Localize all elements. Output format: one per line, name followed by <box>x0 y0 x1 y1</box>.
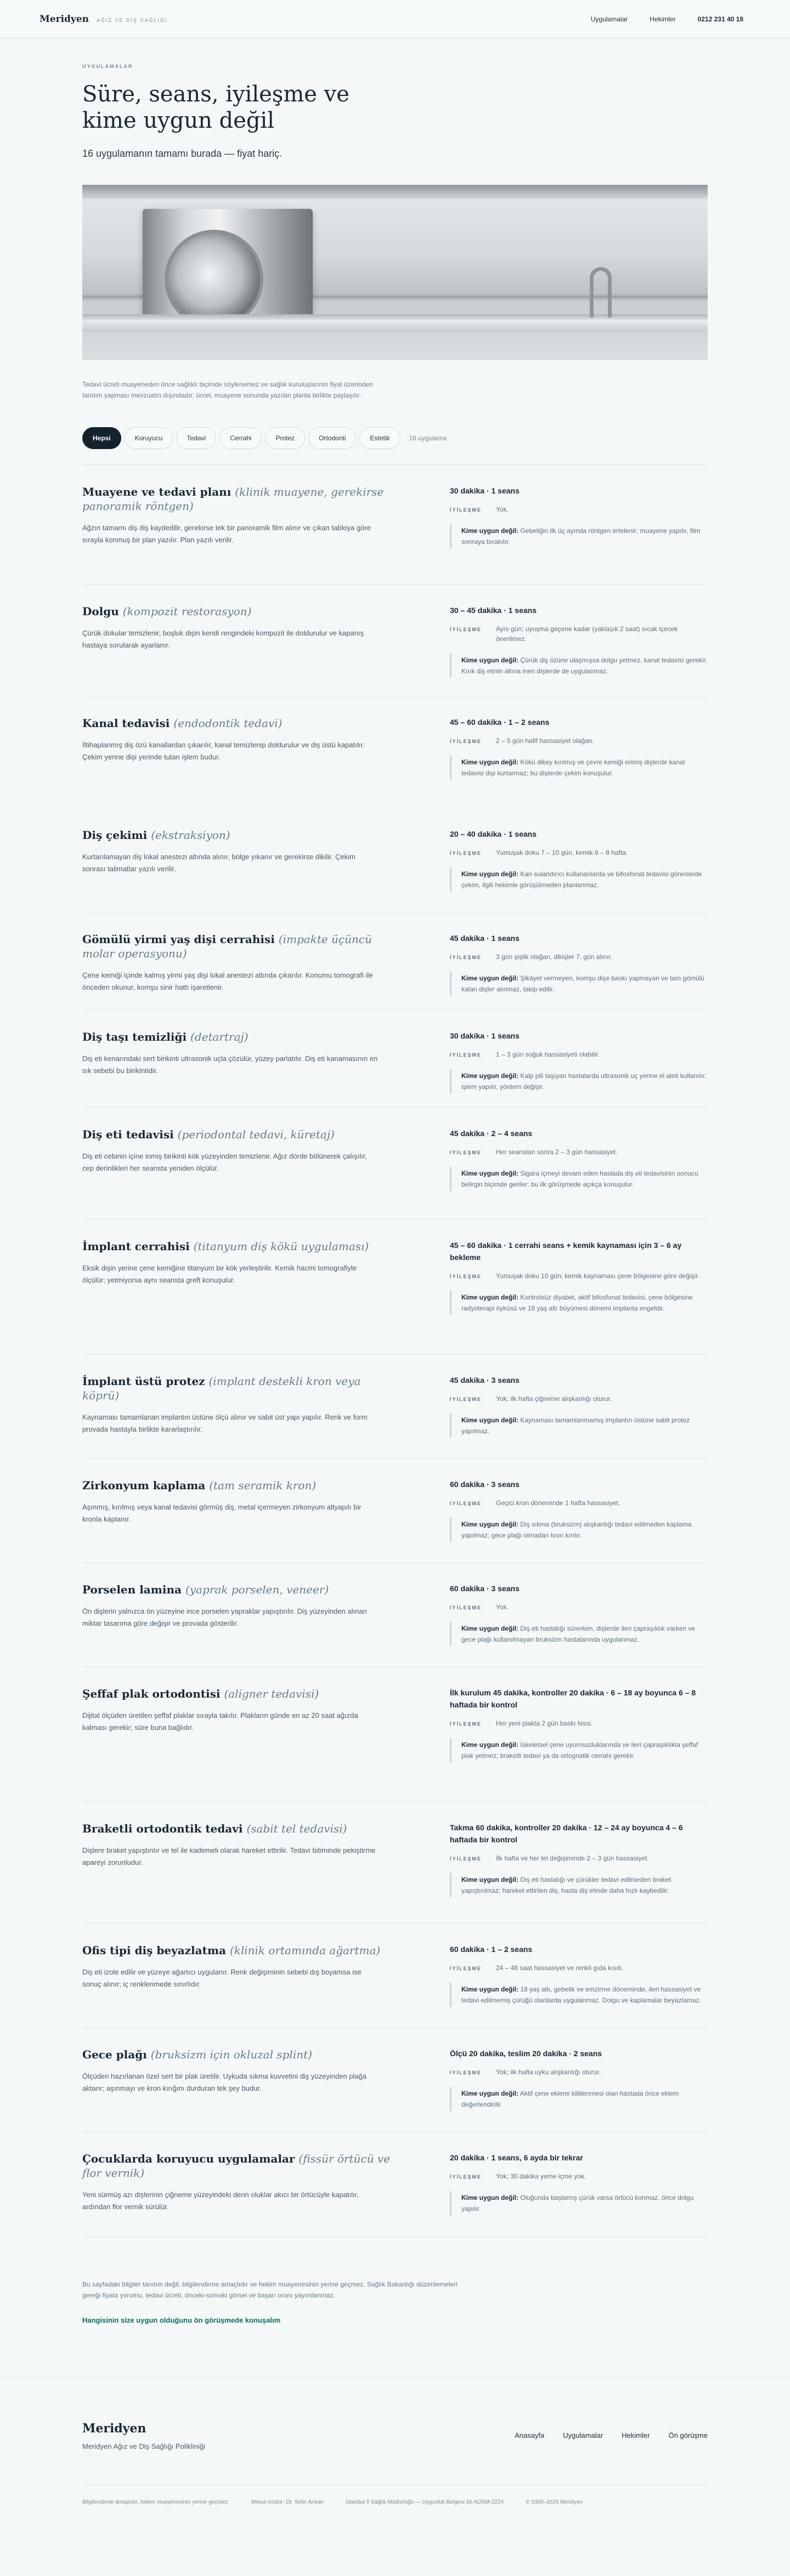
service-facts <box>450 485 708 584</box>
not-suitable-note <box>450 1167 708 1191</box>
service-recovery <box>450 2067 708 2077</box>
recovery-label: İYİLEŞME <box>450 627 482 632</box>
service-info <box>82 1943 400 2027</box>
service-duration: 20 dakika · 1 seans, 6 ayda bir tekrar <box>450 2153 583 2162</box>
service-alt-name: (detartraj) <box>190 1030 249 1043</box>
service-facts <box>450 1478 708 1562</box>
main-nav <box>591 15 743 23</box>
footer-license: İstanbul İl Sağlık Müdürlüğü — Uygunluk Belgesi 34-ADSM-2224 <box>346 2499 504 2505</box>
not-suitable-label: Kime uygun değil: <box>461 1876 519 1883</box>
not-suitable-label: Kime uygun değil: <box>461 1985 519 1993</box>
service-facts <box>450 716 708 808</box>
recovery-text: Geçici kron döneminde 1 hafta hassasiyet. <box>496 1499 620 1507</box>
recovery-label: İYİLEŞME <box>450 2174 482 2180</box>
recovery-label: İYİLEŞME <box>450 739 482 744</box>
not-suitable-text: Kaynaması tamamlanmamış implantın üstüne sabit protez yapılmaz. <box>461 1416 690 1435</box>
service-info <box>82 716 400 808</box>
recovery-label: İYİLEŞME <box>450 1605 482 1610</box>
service-description: İltihaplanmış diş özü kanallardan çıkarılır, kanal temizlenip doldurulur ve diş üstü kapatılır. Çekim yerine dişi yerinde tutan işlem budur. <box>82 741 365 761</box>
service-title <box>82 1822 400 1836</box>
service-item <box>82 1563 708 1667</box>
recovery-label: İYİLEŞME <box>450 2070 482 2075</box>
not-suitable-text: İskeletsel çene uyumsuzluklarında ve ileri çapraşıklıkta şeffaf plak yetmez; braketli tedavi ya da ortognatik cerrahi gerekir. <box>461 1741 698 1760</box>
service-description: Diş eti izole edilir ve yüzeye ağartıcı uygulanır. Renk değişiminin sebebi dış boyamsa ise sonuç alınır; iç renklenmede sınırlıdır. <box>82 1968 362 1988</box>
footer-note: Bilgilendirme amaçlıdır, hekim muayenesinin yerine geçmez. <box>82 2499 229 2505</box>
not-suitable-note <box>450 1873 708 1897</box>
service-facts <box>450 2047 708 2131</box>
not-suitable-note <box>450 1738 708 1762</box>
service-description: Yeni sürmüş azı dişlerinin çiğneme yüzeyindeki derin oluklar akıcı bir örtücüyle kapatılır, ardından flor vernik sürülür. <box>82 2191 359 2211</box>
service-description: Aşınmış, kırılmış veya kanal tedavisi görmüş diş, metal içermeyen zirkonyum altyapılı bir kronla kaplanır. <box>82 1503 362 1523</box>
filter-cerrahi[interactable]: Cerrahi <box>219 427 262 449</box>
brand[interactable] <box>40 14 168 25</box>
not-suitable-note <box>450 2191 708 2215</box>
service-info <box>82 1239 400 1354</box>
not-suitable-label: Kime uygun değil: <box>461 1293 519 1301</box>
service-duration: Ölçü 20 dakika, teslim 20 dakika · 2 seans <box>450 2049 602 2058</box>
recovery-label: İYİLEŞME <box>450 1721 482 1727</box>
recovery-text: Yok. <box>496 1603 509 1611</box>
service-recovery <box>450 736 708 746</box>
service-title <box>82 1030 400 1044</box>
service-name: Dolgu <box>82 605 119 618</box>
recovery-text: Yumuşak doku 10 gün; kemik kaynaması çene bölgesine göre değişir. <box>496 1272 699 1280</box>
not-suitable-note <box>450 1414 708 1438</box>
brand-tagline: AĞIZ VE DİŞ SAĞLIĞI <box>97 17 168 23</box>
service-title <box>82 1374 400 1403</box>
footer-nav-uygulamalar[interactable]: Uygulamalar <box>563 2431 603 2439</box>
service-description: Kaynaması tamamlanan implantın üstüne ölçü alınır ve sabit üst yapı yapılır. Renk ve form provada hastayla birlikte kararlaştırılır. <box>82 1413 368 1433</box>
photo-counter <box>82 314 708 332</box>
not-suitable-label: Kime uygun değil: <box>461 758 519 766</box>
not-suitable-label: Kime uygun değil: <box>461 1625 519 1632</box>
service-facts <box>450 2152 708 2237</box>
service-facts <box>450 828 708 912</box>
category-filters <box>82 427 708 465</box>
not-suitable-note <box>450 867 708 892</box>
page-title: Süre, seans, iyileşme ve kime uygun değil <box>82 82 349 133</box>
recovery-label: İYİLEŞME <box>450 1856 482 1862</box>
recovery-label: İYİLEŞME <box>450 1150 482 1155</box>
service-title <box>82 2152 400 2180</box>
recovery-text: Yok; ilk hafta uyku alışkanlığı oturur. <box>496 2068 601 2076</box>
recovery-text: Yok; 30 dakika yeme içme yok. <box>496 2172 586 2180</box>
recovery-text: İlk hafta ve her tel değişiminde 2 – 3 gün hassasiyet. <box>496 1854 649 1862</box>
service-name: Diş eti tedavisi <box>82 1128 174 1141</box>
recovery-text: 3 gün şişlik olağan, dikişler 7. gün alınır. <box>496 953 613 961</box>
not-suitable-note <box>450 972 708 996</box>
service-info <box>82 485 400 584</box>
disclaimer: Bu sayfadaki bilgiler tanıtım değil, bilgilendirme amaçlıdır ve hekim muayenesinin yerine geçmez. Sağlık Bakanlığı düzenlemeleri gereği fiyata yorumu, tedavi ücreti, önceki-sonraki görsel ve başarı oranı yayımlanmaz. <box>82 2280 458 2299</box>
service-name: Kanal tedavisi <box>82 717 170 730</box>
recovery-text: Her seanstan sonra 2 – 3 gün hassasiyet. <box>496 1148 618 1156</box>
service-alt-name: (aligner tedavisi) <box>224 1687 319 1700</box>
service-title <box>82 828 400 842</box>
not-suitable-text: 18 yaş altı, gebelik ve emzirme döneminde, ileri hassasiyet ve tedavi edilmemiş çürüğü olanlarda uygulanmaz. Dolgu ve kaplamalar beyazlamaz. <box>461 1985 701 2004</box>
footer-director: Mesul müdür: Dt. Selin Arıkan <box>251 2499 324 2505</box>
service-name: Muayene ve tedavi planı <box>82 485 232 498</box>
recovery-label: İYİLEŞME <box>450 1501 482 1506</box>
service-item <box>82 1108 708 1219</box>
service-item <box>82 1667 708 1802</box>
consultation-link[interactable]: Hangisinin size uygun olduğunu ön görüşmede konuşalım <box>82 2316 281 2324</box>
footer-copyright: © 2000–2026 Meridyen <box>526 2499 583 2505</box>
not-suitable-text: Şikâyet vermeyen, komşu dişe baskı yapmayan ve tam gömülü kalan dişler alınmaz, takip edilir. <box>461 974 704 993</box>
service-title <box>82 604 400 619</box>
not-suitable-label: Kime uygun değil: <box>461 656 519 664</box>
service-name: İmplant üstü protez <box>82 1375 205 1388</box>
service-item <box>82 696 708 808</box>
service-info <box>82 1030 400 1107</box>
not-suitable-text: Diş eti hastalığı sürerken, dişlerde ileri çapraşıklık varken ve gece plağı kullanılmayan bruksizm hastalarında uygulanmaz. <box>461 1625 696 1643</box>
service-item <box>82 1010 708 1108</box>
service-facts <box>450 1127 708 1219</box>
service-info <box>82 2047 400 2131</box>
service-title <box>82 1582 400 1597</box>
footer-nav <box>515 2431 708 2439</box>
service-info <box>82 1478 400 1562</box>
service-name: Gece plağı <box>82 2048 147 2061</box>
service-alt-name: (klinik ortamında ağartma) <box>229 1944 381 1957</box>
site-header <box>0 0 790 38</box>
service-facts <box>450 1030 708 1107</box>
not-suitable-label: Kime uygun değil: <box>461 527 519 535</box>
site-footer <box>0 2377 790 2535</box>
filter-ortodonti[interactable]: Ortodonti <box>308 427 356 449</box>
service-duration: 60 dakika · 1 – 2 seans <box>450 1945 533 1954</box>
brand-name[interactable]: Meridyen <box>40 13 89 25</box>
footer-nav-on-gorusme[interactable]: Ön görüşme <box>668 2431 708 2439</box>
not-suitable-text: Gebeliğin ilk üç ayında röntgen ertelenir; muayene yapılır, film sonraya bırakılır. <box>461 527 701 546</box>
recovery-text: Yok; ilk hafta çiğneme alışkanlığı oturur. <box>496 1395 612 1403</box>
service-duration: 30 dakika · 1 seans <box>450 486 520 495</box>
not-suitable-label: Kime uygun değil: <box>461 974 519 982</box>
recovery-label: İYİLEŞME <box>450 507 482 513</box>
not-suitable-text: Kökü dikey kırılmış ve çevre kemiği erimiş dişlerde kanal tedavisi dişi kurtarmaz; bu dişlerde çekim konuşulur. <box>461 758 685 777</box>
service-recovery <box>450 624 708 644</box>
not-suitable-text: Diş eti hastalığı ve çürükler tedavi edilmeden braket yapıştırılmaz; hareket ettirilen diş, hasta diş etinde daha hızlı kaybedilir. <box>461 1876 672 1894</box>
service-facts <box>450 1239 708 1354</box>
service-item <box>82 1924 708 2028</box>
service-duration: İlk kurulum 45 dakika, kontroller 20 dakika · 6 – 18 ay boyunca 6 – 8 haftada bir kontrol <box>450 1688 696 1709</box>
recovery-label: İYİLEŞME <box>450 1274 482 1279</box>
service-recovery <box>450 1147 708 1157</box>
not-suitable-label: Kime uygun değil: <box>461 870 519 878</box>
service-info <box>82 1127 400 1219</box>
service-alt-name: (tam seramik kron) <box>209 1479 317 1492</box>
footer-legal <box>82 2484 708 2505</box>
not-suitable-note <box>450 524 708 548</box>
service-recovery <box>450 1271 708 1281</box>
not-suitable-note <box>450 1069 708 1093</box>
service-recovery <box>450 2171 708 2181</box>
not-suitable-note <box>450 2087 708 2111</box>
service-duration: 60 dakika · 3 seans <box>450 1584 520 1593</box>
service-name: Ofis tipi diş beyazlatma <box>82 1944 226 1957</box>
service-alt-name: (sabit tel tedavisi) <box>246 1822 347 1835</box>
service-item <box>82 585 708 696</box>
service-description: Çürük dokular temizlenir, boşluk dişin kendi rengindeki kompozit ile doldurulur ve kapanış hastaya sorularak ayarlanır. <box>82 629 364 649</box>
clinic-sterilizer-photo <box>82 185 708 360</box>
service-info <box>82 1822 400 1923</box>
service-name: Porselen lamina <box>82 1583 182 1596</box>
main-content <box>0 38 790 2325</box>
service-info <box>82 604 400 696</box>
nav-phone[interactable]: 0212 231 40 18 <box>697 15 743 23</box>
footer-subtitle: Meridyen Ağız ve Diş Sağlığı Polikliniği <box>82 2442 205 2450</box>
recovery-label: İYİLEŞME <box>450 955 482 960</box>
photo-faucet <box>590 267 612 317</box>
service-description: Dişlere braket yapıştırılır ve tel ile kademeli olarak hareket ettirilir. Tedavi bitiminde pekiştirme apareyi zorunludur. <box>82 1846 376 1866</box>
photo-autoclave-door <box>165 230 263 328</box>
service-item <box>82 465 708 585</box>
not-suitable-text: Diş sıkma (bruksizm) alışkanlığı tedavi edilmeden kaplama yapılmaz; gece plağı olmadan kron kırılır. <box>461 1520 692 1539</box>
service-info <box>82 1582 400 1666</box>
service-name: Gömülü yirmi yaş dişi cerrahisi <box>82 933 275 946</box>
not-suitable-label: Kime uygun değil: <box>461 1072 519 1080</box>
service-alt-name: (endodontik tedavi) <box>173 717 283 730</box>
service-title <box>82 2047 400 2062</box>
not-suitable-label: Kime uygun değil: <box>461 1416 519 1424</box>
footer-brand[interactable]: Meridyen <box>82 2421 146 2436</box>
filter-koruyucu[interactable]: Koruyucu <box>125 427 173 449</box>
not-suitable-note <box>450 1518 708 1542</box>
service-recovery <box>450 1498 708 1508</box>
service-title <box>82 1478 400 1493</box>
service-description: Ön dişlerin yalnızca ön yüzeyine ince porselen yapraklar yapıştırılır. Diş yüzeyinden alınan miktar tasarıma göre değişir ve provada gösterilir. <box>82 1607 367 1627</box>
eyebrow: UYGULAMALAR <box>82 64 133 69</box>
service-name: Zirkonyum kaplama <box>82 1479 206 1492</box>
service-info <box>82 1687 400 1801</box>
nav-uygulamalar[interactable]: Uygulamalar <box>590 15 628 23</box>
service-name: Şeffaf plak ortodontisi <box>82 1687 221 1700</box>
not-suitable-label: Kime uygun değil: <box>461 1170 519 1177</box>
service-title <box>82 1239 400 1253</box>
not-suitable-label: Kime uygun değil: <box>461 1741 519 1749</box>
service-alt-name: (periodontal tedavi, küretaj) <box>177 1128 335 1141</box>
service-description: Diş eti kenarındaki sert birikinti ultrasonik uçla çözülür, yüzey parlatılır. Diş eti kanamasının en sık sebebi bu birikintidir. <box>82 1054 378 1075</box>
not-suitable-text: Oluğunda başlamış çürük varsa örtücü konmaz, önce dolgu yapılır. <box>461 2194 694 2212</box>
not-suitable-text: Aktif çene eklemi kilitlenmesi olan hastada önce eklem değerlendirilir. <box>461 2090 679 2108</box>
service-alt-name: (fissür örtücü ve flor vernik) <box>82 2152 390 2180</box>
service-item <box>82 2028 708 2132</box>
service-description: Kurtarılamayan diş lokal anestezi altında alınır, bölge yıkanır ve gerekirse dikilir. Çekim sonrası talimatlar yazılı verilir. <box>82 853 356 873</box>
not-suitable-note <box>450 756 708 780</box>
service-name: Diş çekimi <box>82 829 148 842</box>
service-name: İmplant cerrahisi <box>82 1240 190 1253</box>
not-suitable-text: Çürük diş özüne ulaşmışsa dolgu yetmez, kanal tedavisi gerekir. Kırık diş etinin altına inen dişlerde de uygulanmaz. <box>461 656 708 675</box>
service-alt-name: (yaprak porselen, veneer) <box>185 1583 329 1596</box>
service-info <box>82 1374 400 1458</box>
not-suitable-text: Kontrolsüz diyabet, aktif bifosfonat tedavisi, çene bölgesine radyoterapi öyküsü ve 18 yaş altı büyümesi dönemi implanta engeldir. <box>461 1293 693 1312</box>
service-description: Dijital ölçüden üretilen şeffaf plaklar sırayla takılır. Plakların günde en az 20 saat ağızda kalması gerekir; süre buna bağlıdır. <box>82 1711 358 1732</box>
not-suitable-note <box>450 1291 708 1315</box>
recovery-label: İYİLEŞME <box>450 1052 482 1058</box>
footer-nav-hekimler[interactable]: Hekimler <box>622 2431 650 2439</box>
service-description: Ağzın tamamı diş diş kaydedilir, gerekirse tek bir panoramik film alınır ve çıkan tabloya göre sırayla konmuş bir plan yazılır. Plan yazılı verilir. <box>82 524 371 544</box>
not-suitable-text: Kalp pili taşıyan hastalarda ultrasonik uç yerine el aleti kullanılır; işlem yapılır, yöntem değişir. <box>461 1072 707 1091</box>
service-info <box>82 828 400 912</box>
service-recovery <box>450 1853 708 1863</box>
recovery-text: Aynı gün; uyuşma geçene kadar (yaklaşık 2 saat) sıcak içecek önerilmez. <box>496 625 678 643</box>
service-name: Çocuklarda koruyucu uygulamalar <box>82 2152 295 2165</box>
service-recovery <box>450 1718 708 1728</box>
service-alt-name: (ekstraksiyon) <box>151 829 230 842</box>
service-facts <box>450 1582 708 1666</box>
service-info <box>82 932 400 1009</box>
service-duration: 45 – 60 dakika · 1 cerrahi seans + kemik kaynaması için 3 – 6 ay bekleme <box>450 1241 682 1262</box>
service-alt-name: (kompozit restorasyon) <box>122 605 252 618</box>
service-duration: 60 dakika · 3 seans <box>450 1480 520 1489</box>
service-item <box>82 808 708 912</box>
service-alt-name: (implant destekli kron veya köprü) <box>82 1375 361 1402</box>
service-facts <box>450 1943 708 2027</box>
service-alt-name: (titanyum diş kökü uygulaması) <box>193 1240 369 1253</box>
service-duration: 20 – 40 dakika · 1 seans <box>450 830 537 838</box>
service-title <box>82 485 400 513</box>
service-facts <box>450 604 708 696</box>
filter-estetik[interactable]: Estetik <box>359 427 400 449</box>
service-recovery <box>450 848 708 858</box>
service-alt-name: (bruksizm için okluzal splint) <box>150 2048 312 2061</box>
not-suitable-text: Sigara içmeyi devam eden hastada diş eti tedavisinin sonucu belirgin biçimde geriler; bu ilk görüşmede açıkça konuşulur. <box>461 1170 698 1188</box>
service-description: Ölçüden hazırlanan özel sert bir plak üretilir. Uykuda sıkma kuvvetini diş yüzeyinden plağa aktarır; aşınmayı ve kron kırığını durduran tek şey budur. <box>82 2072 367 2092</box>
service-title <box>82 932 400 961</box>
service-title <box>82 716 400 730</box>
service-list <box>82 465 708 2237</box>
not-suitable-label: Kime uygun değil: <box>461 1520 519 1528</box>
recovery-text: 1 – 3 gün soğuk hassasiyeti olabilir. <box>496 1051 600 1058</box>
service-recovery <box>450 1963 708 1973</box>
nav-hekimler[interactable]: Hekimler <box>650 15 676 23</box>
recovery-text: Yumuşak doku 7 – 10 gün, kemik 6 – 8 hafta. <box>496 849 628 856</box>
recovery-text: Yok. <box>496 506 509 513</box>
service-description: Eksik dişin yerine çene kemiğine titanyum bir kök yerleştirilir. Kemik hacmi tomografiyle ölçülür; yetmiyorsa aynı seansta greft konuşulur. <box>82 1264 357 1284</box>
recovery-text: Her yeni plakta 2 gün baskı hissi. <box>496 1720 593 1727</box>
service-facts <box>450 1687 708 1801</box>
not-suitable-label: Kime uygun değil: <box>461 2090 519 2097</box>
service-item <box>82 2132 708 2237</box>
service-alt-name: (impakte üçüncü molar operasyonu) <box>82 933 372 960</box>
recovery-text: 2 – 5 gün hafif hassasiyet olağan. <box>496 737 594 745</box>
filter-protez[interactable]: Protez <box>265 427 305 449</box>
service-duration: 45 dakika · 1 seans <box>450 934 520 943</box>
not-suitable-text: Kan sulandırıcı kullananlarda ve bifosfonat tedavisi görenlerde çekim, ilgili hekimle görüşülmeden planlanmaz. <box>461 870 702 889</box>
service-description: Diş eti cebinin içine inmiş birikinti kök yüzeyinden temizlenir. Ağız dörde bölünerek çalışılır, cep derinlikleri her seansta yeniden ölçülür. <box>82 1152 367 1172</box>
service-name: Diş taşı temizliği <box>82 1030 187 1043</box>
service-duration: Takma 60 dakika, kontroller 20 dakika · 12 – 24 ay boyunca 4 – 6 haftada bir kontrol <box>450 1823 683 1844</box>
service-recovery <box>450 1049 708 1059</box>
result-count: 16 uygulama <box>409 434 447 442</box>
service-description: Çene kemiği içinde kalmış yirmi yaş dişi lokal anestezi altında çıkarılır. Konumu tomografi ile önceden okunur, komşu sinir hattı işaretlenir. <box>82 971 373 991</box>
service-facts <box>450 1822 708 1923</box>
recovery-label: İYİLEŞME <box>450 1966 482 1971</box>
not-suitable-note <box>450 1622 708 1646</box>
service-item <box>82 1802 708 1924</box>
service-title <box>82 1943 400 1957</box>
service-alt-name: (klinik muayene, gerekirse panoramik röntgen) <box>82 485 384 513</box>
lede: 16 uygulamanın tamamı burada — fiyat hariç. <box>82 148 283 159</box>
service-title <box>82 1127 400 1142</box>
service-duration: 45 – 60 dakika · 1 – 2 seans <box>450 718 550 727</box>
service-recovery <box>450 1394 708 1404</box>
service-recovery <box>450 952 708 962</box>
footer-nav-anasayfa[interactable]: Anasayfa <box>514 2431 545 2439</box>
service-facts <box>450 1374 708 1458</box>
service-item <box>82 1354 708 1459</box>
service-facts <box>450 932 708 1009</box>
not-suitable-note <box>450 654 708 678</box>
recovery-text: 24 – 48 saat hassasiyet ve renkli gıda kısıtı. <box>496 1964 624 1972</box>
service-name: Braketli ortodontik tedavi <box>82 1822 243 1835</box>
recovery-label: İYİLEŞME <box>450 1397 482 1402</box>
price-caption: Tedavi ücreti muayeneden önce sağlıklı biçimde söylenemez ve sağlık kuruluşlarının fiyat üzerinden tanıtım yapması mevzuatın dışındadır; ücret, muayene sonunda yazılan planla birlikte paylaşılır. <box>82 381 373 399</box>
service-duration: 45 dakika · 3 seans <box>450 1376 520 1385</box>
hero <box>82 38 708 401</box>
service-title <box>82 1687 400 1701</box>
not-suitable-label: Kime uygun değil: <box>461 2194 519 2201</box>
service-recovery <box>450 504 708 514</box>
service-item <box>82 1459 708 1563</box>
recovery-label: İYİLEŞME <box>450 850 482 856</box>
service-item <box>82 912 708 1010</box>
photo-shelf <box>82 185 708 199</box>
service-duration: 45 dakika · 2 – 4 seans <box>450 1129 533 1138</box>
service-duration: 30 – 45 dakika · 1 seans <box>450 606 537 615</box>
service-info <box>82 2152 400 2237</box>
filter-tedavi[interactable]: Tedavi <box>176 427 216 449</box>
service-recovery <box>450 1602 708 1612</box>
service-item <box>82 1219 708 1354</box>
service-duration: 30 dakika · 1 seans <box>450 1031 520 1040</box>
filter-hepsi[interactable]: Hepsi <box>82 427 121 449</box>
not-suitable-note <box>450 1983 708 2007</box>
